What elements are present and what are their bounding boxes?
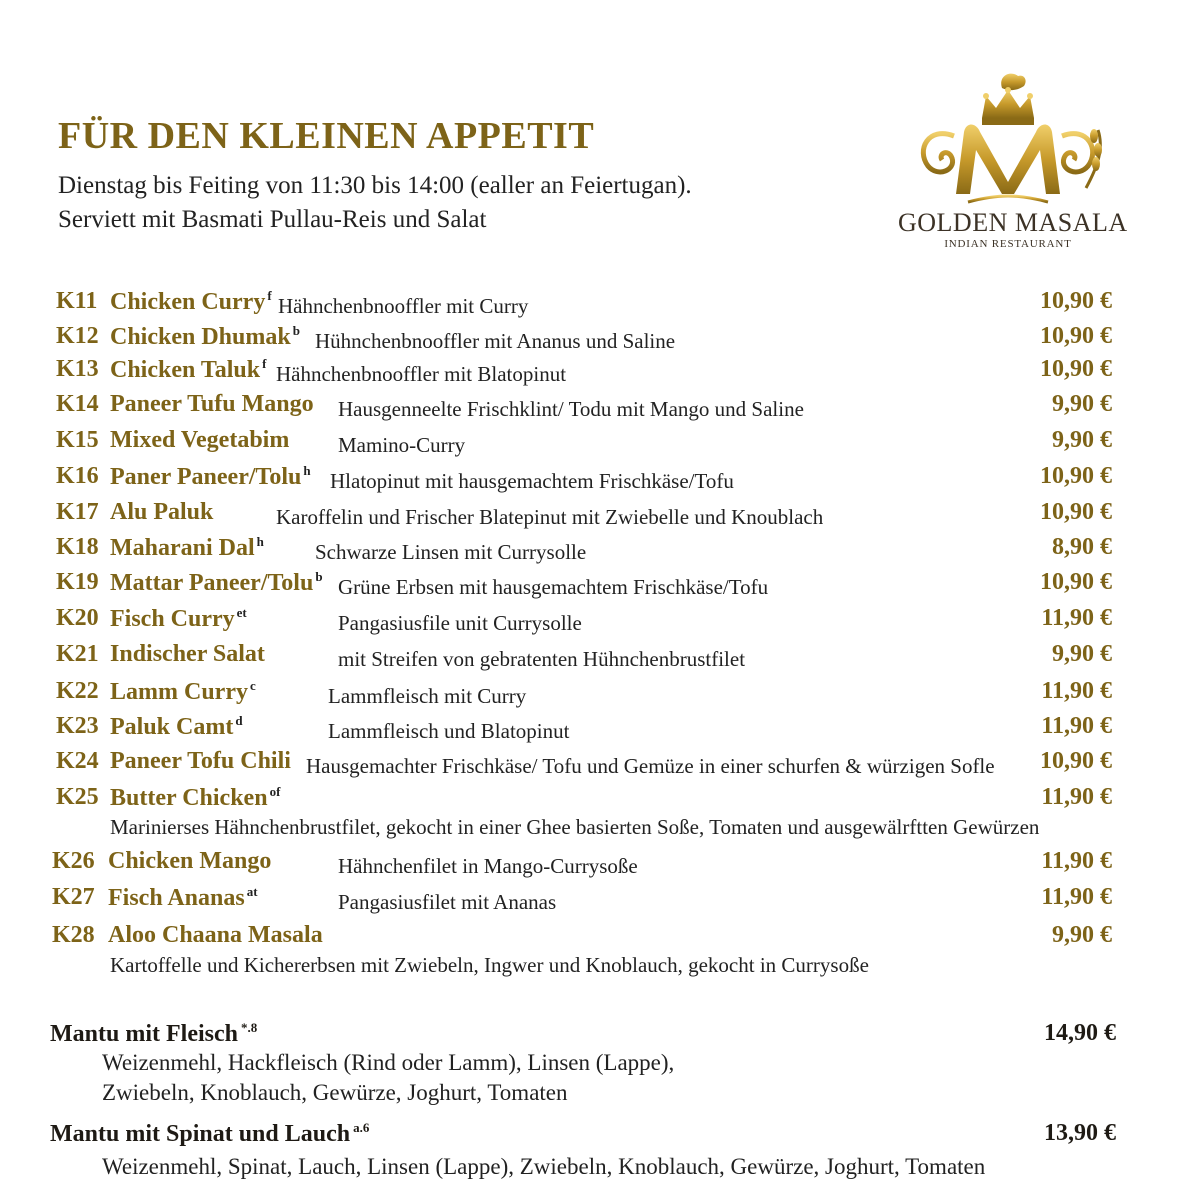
allergen-mark: f [267, 288, 272, 303]
menu-item-code: K19 [56, 569, 99, 595]
menu-item [0, 713, 1200, 747]
menu-item-description: Lammfleisch mit Curry [328, 684, 527, 708]
menu-item-description: Hähnchenfilet in Mango-Currysoße [338, 854, 638, 878]
menu-item-code: K15 [56, 427, 99, 453]
menu-item-name-text: Lamm Curry [110, 679, 248, 705]
menu-item-name-text: Paluk Camt [110, 714, 234, 740]
menu-item-code: K16 [56, 463, 99, 489]
mantu-item-name [50, 1120, 369, 1148]
allergen-mark: et [236, 605, 247, 620]
menu-item-price: 10,90 € [1040, 288, 1112, 314]
menu-item-price: 8,90 € [1052, 534, 1112, 560]
menu-item-price: 10,90 € [1040, 569, 1112, 595]
menu-item-code: K20 [56, 605, 99, 631]
page-title: FÜR DEN KLEINEN APPETIT [58, 115, 595, 157]
restaurant-logo [898, 66, 1128, 252]
menu-item-name [110, 463, 311, 491]
menu-item-name-text: Maharani Dal [110, 535, 255, 561]
menu-item-name-text: Butter Chicken [110, 785, 268, 811]
menu-item [0, 884, 1200, 918]
menu-item-price: 10,90 € [1040, 748, 1112, 774]
menu-item-name [110, 784, 280, 812]
menu-item [0, 678, 1200, 712]
menu-item-description: Schwarze Linsen mit Currysolle [315, 540, 587, 564]
served-with-text: Serviett mit Basmati Pullau-Reis und Salat [58, 206, 487, 233]
menu-item-code: K12 [56, 323, 99, 349]
menu-item-price: 9,90 € [1052, 427, 1112, 453]
mantu-item-name [50, 1020, 257, 1048]
menu-item-name [110, 323, 300, 351]
menu-item-name [110, 356, 266, 384]
menu-item [0, 427, 1200, 461]
menu-item-code: K14 [56, 391, 99, 417]
menu-item-price: 11,90 € [1041, 884, 1112, 910]
allergen-mark: h [256, 534, 264, 549]
menu-item-name-text: Indischer Salat [110, 641, 265, 667]
mantu-item-price: 13,90 € [1044, 1120, 1116, 1146]
menu-item-description: Grüne Erbsen mit hausgemachtem Frischkäse/Tofu [338, 575, 769, 599]
menu-item-code: K22 [56, 678, 99, 704]
menu-item-name-text: Paner Paneer/Tolu [110, 464, 302, 490]
menu-item-long-description: Marinierses Hähnchenbrustfilet, gekocht in einer Ghee basierten Soße, Tomaten und ausgewälrftten Gewürzen [110, 815, 1040, 839]
menu-item-price: 11,90 € [1041, 605, 1112, 631]
menu-item-description: Hühnchenbnooffler mit Ananus und Saline [315, 329, 676, 353]
menu-item-description: Hausgemachter Frischkäse/ Tofu und Gemüze in einer schurfen & würzigen Sofle [306, 754, 995, 778]
logo-subtitle: INDIAN RESTAURANT [944, 238, 1072, 250]
opening-hours-text: Dienstag bis Feiting von 11:30 bis 14:00 (ealler an Feiertugan). [58, 172, 692, 199]
menu-item-name [110, 427, 289, 454]
menu-item-name-text: Aloo Chaana Masala [108, 922, 323, 948]
menu-item-name-text: Chicken Taluk [110, 357, 261, 383]
menu-item-name [110, 391, 314, 418]
menu-item-code: K18 [56, 534, 99, 560]
menu-item-name-text: Paneer Tofu Chili [110, 748, 291, 774]
menu-item [0, 922, 1200, 956]
allergen-mark: h [303, 463, 311, 478]
menu-item [0, 534, 1200, 568]
menu-item-name-text: Mattar Paneer/Tolu [110, 570, 314, 596]
mantu-item-name-text: Mantu mit Fleisch [50, 1021, 238, 1047]
menu-item-name [108, 848, 271, 875]
menu-item [0, 848, 1200, 882]
menu-item-name-text: Chicken Mango [108, 848, 272, 874]
menu-item-name [110, 641, 265, 668]
menu-item-name [110, 713, 243, 741]
menu-item-description: Pangasiusfile unit Currysolle [338, 611, 582, 635]
menu-item-price: 11,90 € [1041, 713, 1112, 739]
menu-item-code: K13 [56, 356, 99, 382]
mantu-item-description: Zwiebeln, Knoblauch, Gewürze, Joghurt, Tomaten [102, 1080, 568, 1105]
menu-item-name-text: Alu Paluk [110, 499, 214, 525]
menu-item [0, 463, 1200, 497]
allergen-mark: c [249, 678, 256, 693]
menu-item-price: 10,90 € [1040, 499, 1112, 525]
menu-item-name [110, 569, 323, 597]
menu-item-name-text: Paneer Tufu Mango [110, 391, 314, 417]
allergen-mark: at [246, 884, 258, 899]
menu-item-price: 9,90 € [1052, 641, 1112, 667]
logo-name: GOLDEN MASALA [898, 208, 1128, 237]
allergen-mark: a.6 [353, 1120, 370, 1135]
allergen-mark: *.8 [240, 1020, 258, 1035]
menu-item-description: Hähnchenbnooffler mit Curry [278, 294, 529, 318]
menu-item-description: Hausgenneelte Frischklint/ Todu mit Mango und Saline [338, 397, 804, 421]
menu-item-description: Hlatopinut mit hausgemachtem Frischkäse/Tofu [330, 469, 734, 493]
menu-item-description: Lammfleisch und Blatopinut [328, 719, 570, 743]
menu-item [0, 391, 1200, 425]
menu-item-description: Pangasiusfilet mit Ananas [338, 890, 557, 914]
menu-item-name-text: Fisch Ananas [108, 885, 245, 911]
menu-item [0, 288, 1200, 322]
allergen-mark: d [235, 713, 243, 728]
menu-item-name [108, 922, 323, 949]
menu-item-name-text: Fisch Curry [110, 606, 235, 632]
menu-item-price: 11,90 € [1041, 784, 1112, 810]
menu-item-name-text: Chicken Curry [110, 289, 266, 315]
menu-item-code: K26 [52, 848, 95, 874]
menu-item-name [110, 288, 272, 316]
mantu-item-description: Weizenmehl, Spinat, Lauch, Linsen (Lappe), Zwiebeln, Knoblauch, Gewürze, Joghurt, Tomaten [102, 1154, 986, 1179]
menu-item-long-description: Kartoffelle und Kichererbsen mit Zwiebeln, Ingwer und Knoblauch, gekocht in Currysoße [110, 953, 869, 977]
menu-item [0, 499, 1200, 533]
mantu-item-description: Weizenmehl, Hackfleisch (Rind oder Lamm), Linsen (Lappe), [102, 1050, 675, 1075]
menu-item-code: K27 [52, 884, 95, 910]
menu-item-name-text: Mixed Vegetabim [110, 427, 290, 453]
menu-item-price: 11,90 € [1041, 678, 1112, 704]
menu-item-code: K17 [56, 499, 99, 525]
menu-item-price: 10,90 € [1040, 356, 1112, 382]
allergen-mark: of [269, 784, 281, 799]
menu-item-name [110, 534, 264, 562]
menu-item-name [108, 884, 258, 912]
menu-item-code: K21 [56, 641, 99, 667]
menu-item-name [110, 748, 291, 775]
mantu-item-name-text: Mantu mit Spinat und Lauch [50, 1121, 351, 1147]
menu-item-code: K11 [56, 288, 98, 314]
menu-item-description: mit Streifen von gebratenten Hühnchenbrustfilet [338, 647, 746, 671]
menu-item-code: K25 [56, 784, 99, 810]
menu-item-name-text: Chicken Dhumak [110, 324, 291, 350]
menu-item [0, 784, 1200, 818]
menu-item [0, 569, 1200, 603]
menu-item [0, 748, 1200, 782]
menu-item-price: 11,90 € [1041, 848, 1112, 874]
menu-item-price: 9,90 € [1052, 922, 1112, 948]
mantu-item-price: 14,90 € [1044, 1020, 1116, 1046]
menu-item-price: 10,90 € [1040, 323, 1112, 349]
menu-item-code: K28 [52, 922, 95, 948]
menu-item-description: Karoffelin und Frischer Blatepinut mit Zwiebelle und Knoublach [276, 505, 824, 529]
menu-item-code: K24 [56, 748, 99, 774]
menu-item-description: Hähnchenbnooffler mit Blatopinut [276, 362, 567, 386]
crown-monogram-icon [898, 66, 1118, 208]
menu-item-description: Mamino-Curry [338, 433, 466, 457]
menu-item [0, 641, 1200, 675]
menu-item-name [110, 499, 213, 526]
menu-item [0, 605, 1200, 639]
allergen-mark: b [292, 323, 300, 338]
allergen-mark: f [262, 356, 267, 371]
menu-item-code: K23 [56, 713, 99, 739]
allergen-mark: b [315, 569, 323, 584]
menu-item-price: 9,90 € [1052, 391, 1112, 417]
menu-item [0, 356, 1200, 390]
menu-item-name [110, 678, 256, 706]
menu-item-name [110, 605, 247, 633]
menu-item-price: 10,90 € [1040, 463, 1112, 489]
menu-item [0, 323, 1200, 357]
